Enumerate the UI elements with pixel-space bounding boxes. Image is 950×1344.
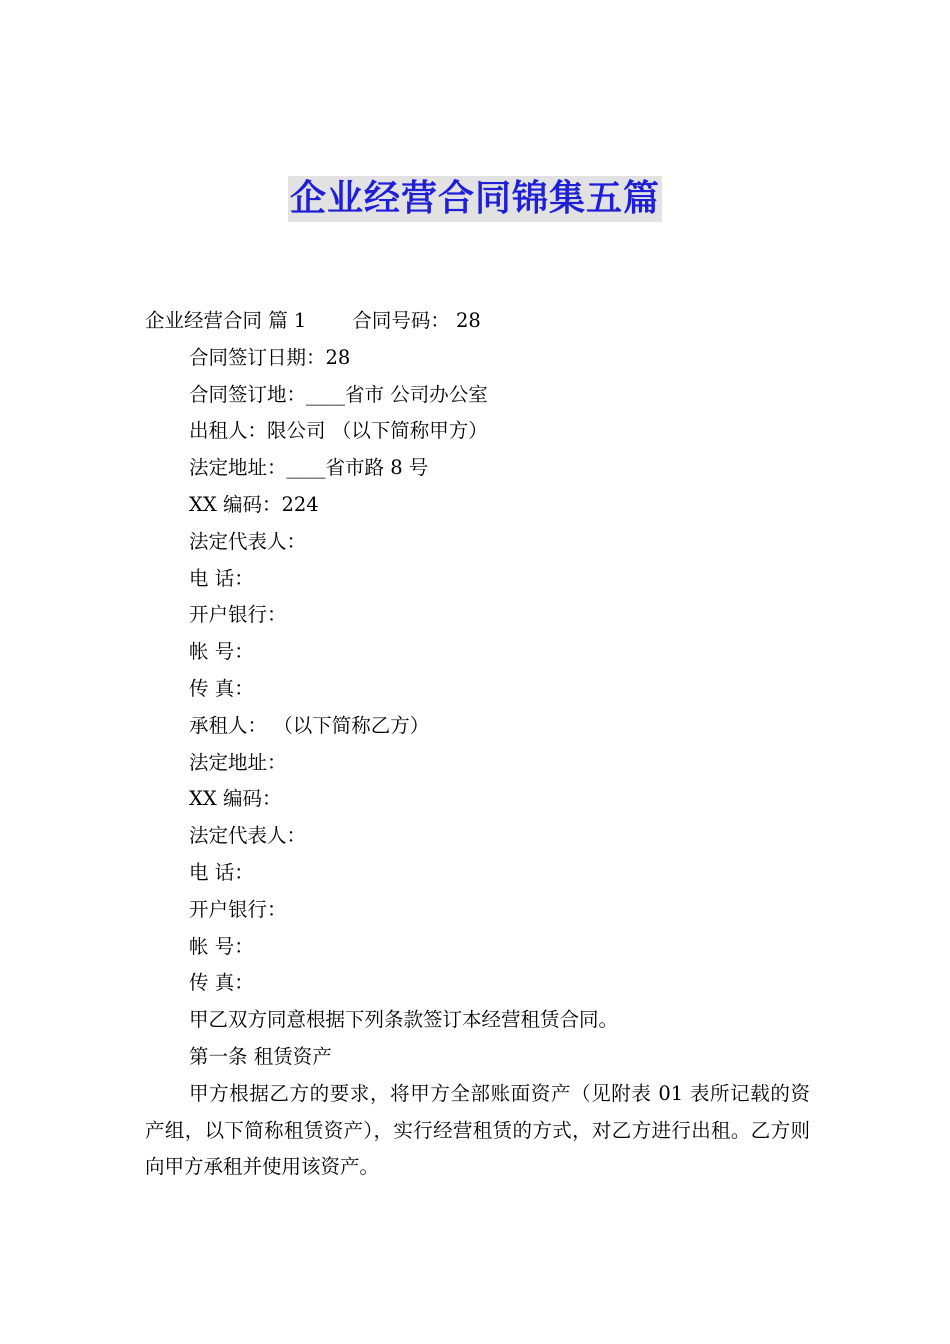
text-line: 开户银行： [189, 897, 287, 921]
text-line: 法定地址：____省市路 8 号 [189, 456, 429, 480]
text-line: 开户银行： [189, 603, 287, 627]
text-line: 合同签订地：____省市 公司办公室 [189, 382, 488, 406]
text-line: 帐 号： [189, 640, 254, 664]
document-body [145, 303, 810, 1186]
text-line: 传 真： [189, 676, 254, 700]
section-heading: 第一条 租赁资产 [189, 1044, 332, 1068]
text-line: 传 真： [189, 971, 254, 995]
text-line: 出租人：限公司 （以下简称甲方） [189, 419, 488, 443]
title-block [0, 176, 950, 222]
text-line: 法定代表人： [189, 529, 307, 553]
heading-line [145, 303, 810, 340]
text-line: 承租人： （以下简称乙方） [189, 713, 430, 737]
text-line: XX 编码：224 [189, 492, 319, 516]
contract-heading: 企业经营合同 篇 1 [145, 309, 307, 332]
text-line: 电 话： [189, 860, 254, 884]
text-line: XX 编码： [189, 787, 282, 811]
text-line: 电 话： [189, 566, 254, 590]
text-line: 帐 号： [189, 934, 254, 958]
text-line: 法定地址： [189, 750, 287, 774]
text-line: 合同签订日期：28 [189, 345, 351, 369]
document-title: 企业经营合同锦集五篇 [288, 176, 662, 222]
contract-number: 合同号码： 28 [352, 309, 481, 332]
text-line: 甲乙双方同意根据下列条款签订本经营租赁合同。 [189, 1008, 619, 1032]
body-paragraph: 甲方根据乙方的要求，将甲方全部账面资产（见附表 01 表所记载的资产组，以下简称租赁资产），实行经营租赁的方式，对乙方进行出租。乙方则向甲方承租并使用该资产。 [145, 1081, 810, 1179]
text-line: 法定代表人： [189, 824, 307, 848]
